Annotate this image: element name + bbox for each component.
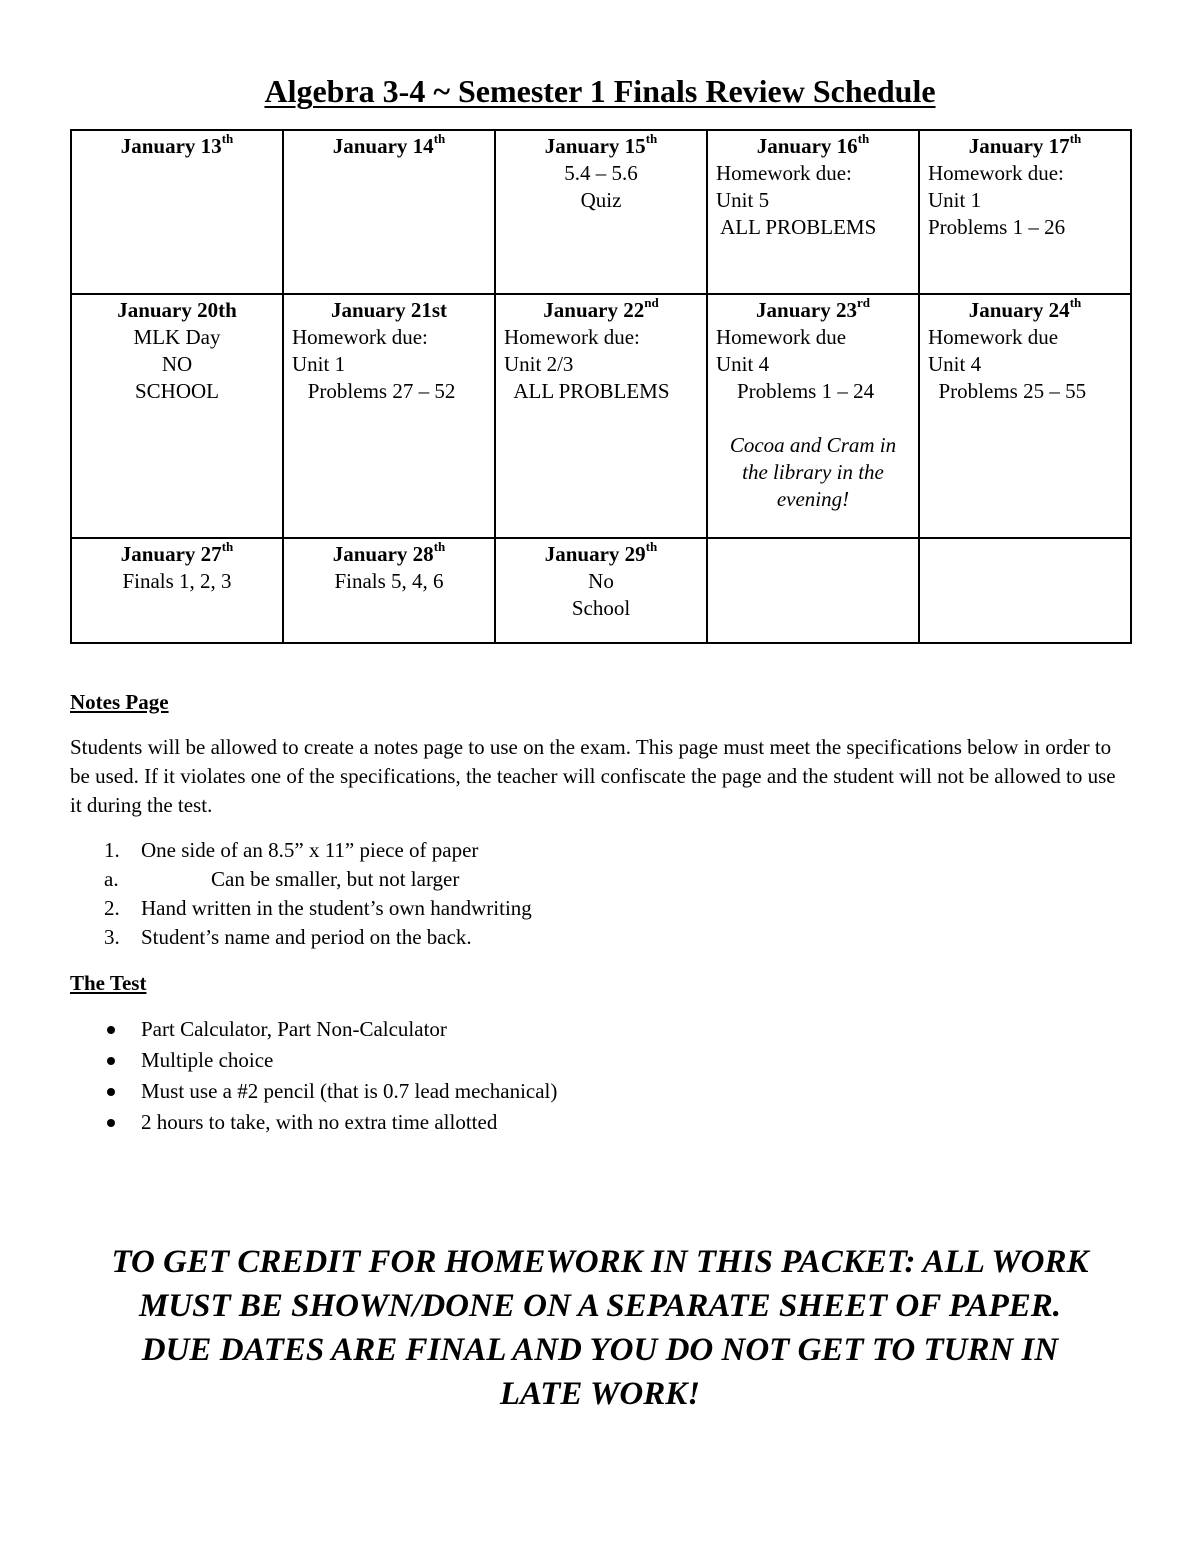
day-line: Unit 5	[716, 188, 770, 212]
calendar-week-1	[71, 130, 1131, 294]
event-note: Cocoa and Cram in the library in the evening!	[729, 433, 897, 511]
calendar-week-2	[71, 294, 1131, 538]
day-cell-jan-15	[495, 130, 707, 294]
day-line: Problems 25 – 55	[928, 379, 1087, 403]
list-item: 2. Hand written in the student’s own handwriting	[104, 896, 532, 920]
warning-line: LATE WORK!	[499, 1376, 701, 1412]
day-date: January 24th	[968, 295, 1082, 322]
day-date: January 23rd	[756, 295, 870, 322]
day-cell-jan-27	[71, 538, 283, 643]
notes-heading: Notes Page	[70, 690, 169, 714]
schedule-calendar	[70, 129, 1132, 644]
notes-paragraph: Students will be allowed to create a notes page to use on the exam. This page must meet the specifications below in order to be used. If it violates one of the specifications, the teacher will confiscate the page and the student will not be allowed to use it during the test.	[70, 735, 1116, 817]
day-line: MLK Day	[133, 325, 221, 349]
day-cell-jan-28	[283, 538, 495, 643]
list-item: Part Calculator, Part Non-Calculator	[70, 1014, 1130, 1045]
day-date: January 20th	[117, 298, 237, 322]
day-date: January 17th	[968, 131, 1082, 158]
day-cell-jan-21	[283, 294, 495, 538]
day-line: Unit 4	[716, 352, 770, 376]
day-cell-jan-13	[71, 130, 283, 294]
warning-line: DUE DATES ARE FINAL AND YOU DO NOT GET TO TURN IN	[141, 1332, 1059, 1368]
list-item: Multiple choice	[70, 1045, 1130, 1076]
day-cell-jan-29	[495, 538, 707, 643]
day-line: Unit 1	[928, 188, 982, 212]
day-line: Homework due:	[928, 161, 1064, 185]
test-heading: The Test	[70, 971, 147, 995]
warning-line: MUST BE SHOWN/DONE ON A SEPARATE SHEET OF PAPER.	[138, 1288, 1062, 1324]
day-line: Homework due:	[716, 161, 852, 185]
day-cell-empty	[919, 538, 1131, 643]
day-line: Problems 1 – 26	[928, 215, 1066, 239]
list-item: 3. Student’s name and period on the back.	[104, 925, 472, 949]
day-cell-jan-14	[283, 130, 495, 294]
day-cell-jan-24	[919, 294, 1131, 538]
day-line: ALL PROBLEMS	[504, 379, 670, 403]
day-line: Homework due:	[504, 325, 640, 349]
day-cell-jan-22	[495, 294, 707, 538]
calendar-week-3	[71, 538, 1131, 643]
day-line: Finals 5, 4, 6	[334, 569, 444, 593]
list-subitem: a. Can be smaller, but not larger	[104, 867, 460, 891]
day-date: January 21st	[330, 298, 448, 322]
day-date: January 15th	[544, 131, 658, 158]
day-line: NO	[161, 352, 193, 376]
day-line: Unit 1	[292, 352, 346, 376]
list-item: 1. One side of an 8.5” x 11” piece of paper	[104, 838, 479, 862]
day-line: ALL PROBLEMS	[716, 215, 877, 239]
day-line: No	[588, 569, 614, 593]
day-line: 5.4 – 5.6	[564, 161, 638, 185]
day-date: January 16th	[756, 131, 870, 158]
day-date: January 22nd	[543, 295, 659, 322]
test-section	[70, 969, 1130, 1138]
notes-section	[70, 688, 1130, 952]
day-line: Quiz	[580, 188, 622, 212]
day-cell-jan-16	[707, 130, 919, 294]
bullet-icon	[107, 1026, 115, 1034]
day-line: Homework due	[716, 325, 847, 349]
warning-line: TO GET CREDIT FOR HOMEWORK IN THIS PACKET: ALL WORK	[111, 1244, 1089, 1280]
day-line: Unit 2/3	[504, 352, 574, 376]
bullet-icon	[107, 1057, 115, 1065]
day-cell-empty	[707, 538, 919, 643]
day-date: January 13th	[120, 131, 234, 158]
test-bullet-list	[70, 1014, 1130, 1138]
day-line: SCHOOL	[134, 379, 219, 403]
day-line: Finals 1, 2, 3	[122, 569, 232, 593]
page-title: Algebra 3-4 ~ Semester 1 Finals Review Schedule	[264, 73, 936, 109]
day-cell-jan-23	[707, 294, 919, 538]
bullet-icon	[107, 1119, 115, 1127]
notes-requirements-list	[70, 836, 1130, 952]
homework-warning	[40, 1240, 1160, 1416]
bullet-icon	[107, 1088, 115, 1096]
list-item: 2 hours to take, with no extra time allotted	[70, 1107, 1130, 1138]
day-line: Problems 1 – 24	[716, 379, 875, 403]
day-line: Problems 27 – 52	[292, 379, 456, 403]
day-line: Unit 4	[928, 352, 982, 376]
day-date: January 27th	[120, 539, 234, 566]
list-item: Must use a #2 pencil (that is 0.7 lead mechanical)	[70, 1076, 1130, 1107]
day-line: Homework due:	[292, 325, 428, 349]
day-date: January 29th	[544, 539, 658, 566]
day-date: January 14th	[332, 131, 446, 158]
day-cell-jan-17	[919, 130, 1131, 294]
day-cell-jan-20	[71, 294, 283, 538]
day-line: Homework due	[928, 325, 1059, 349]
day-line: School	[571, 596, 631, 620]
day-date: January 28th	[332, 539, 446, 566]
